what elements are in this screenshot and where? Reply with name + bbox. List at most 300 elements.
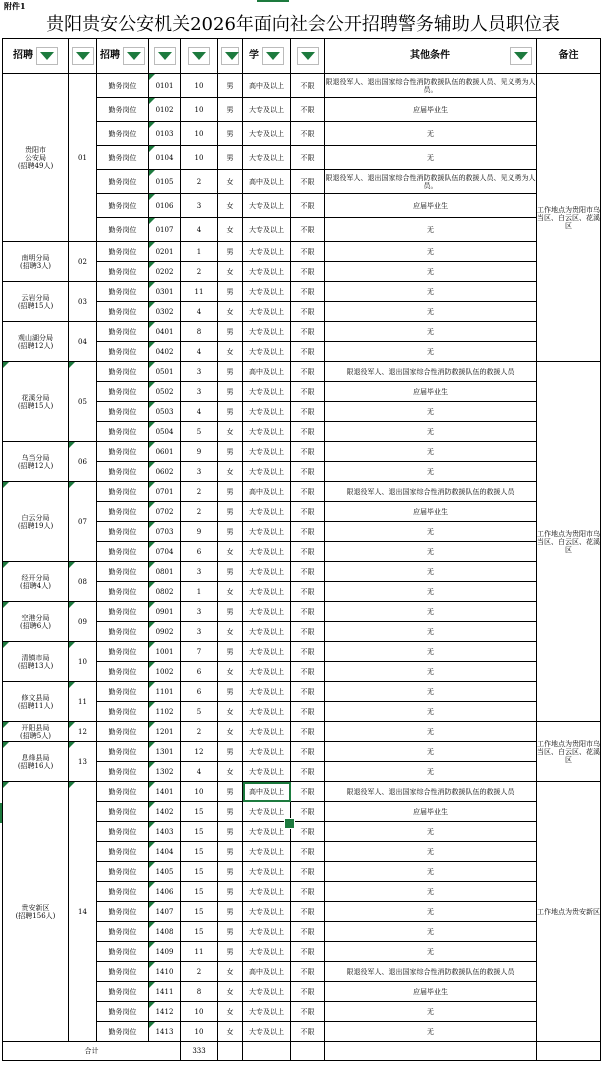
cell-condition[interactable]: 应届毕业生 <box>325 502 537 522</box>
cell-count[interactable]: 3 <box>181 362 218 382</box>
cell-education[interactable]: 大专及以上 <box>243 702 291 722</box>
cell-age[interactable]: 不限 <box>291 462 325 482</box>
cell-unit[interactable]: 白云分局 (招聘19人) <box>3 482 69 562</box>
cell-post[interactable]: 勤务岗位 <box>97 862 149 882</box>
cell-condition[interactable]: 无 <box>325 882 537 902</box>
cell-condition[interactable]: 无 <box>325 922 537 942</box>
cell-education[interactable]: 大专及以上 <box>243 218 291 242</box>
cell-count[interactable]: 3 <box>181 602 218 622</box>
cell-count[interactable]: 3 <box>181 562 218 582</box>
cell-gender[interactable]: 女 <box>218 582 243 602</box>
cell-age[interactable]: 不限 <box>291 962 325 982</box>
cell-post-code[interactable]: 0106 <box>149 194 181 218</box>
cell-count[interactable]: 2 <box>181 170 218 194</box>
cell-age[interactable]: 不限 <box>291 242 325 262</box>
cell-condition[interactable]: 无 <box>325 282 537 302</box>
cell-condition[interactable]: 无 <box>325 762 537 782</box>
cell-post-code[interactable]: 0602 <box>149 462 181 482</box>
cell-post-code[interactable]: 1002 <box>149 662 181 682</box>
cell-condition[interactable]: 限退役军人、退出国家综合性消防救援队伍的救援人员 <box>325 782 537 802</box>
cell-education[interactable]: 大专及以上 <box>243 262 291 282</box>
cell-post-code[interactable]: 0107 <box>149 218 181 242</box>
cell-unit-code[interactable]: 04 <box>69 322 97 362</box>
cell-education[interactable]: 大专及以上 <box>243 602 291 622</box>
cell-education[interactable]: 大专及以上 <box>243 902 291 922</box>
cell-education[interactable]: 大专及以上 <box>243 1002 291 1022</box>
cell-condition[interactable]: 无 <box>325 622 537 642</box>
cell-count[interactable]: 8 <box>181 982 218 1002</box>
cell-gender[interactable]: 女 <box>218 342 243 362</box>
fill-handle[interactable] <box>284 818 295 829</box>
cell-condition[interactable]: 无 <box>325 146 537 170</box>
cell-condition[interactable]: 无 <box>325 942 537 962</box>
cell-post[interactable]: 勤务岗位 <box>97 922 149 942</box>
cell-gender[interactable]: 男 <box>218 282 243 302</box>
cell-age[interactable]: 不限 <box>291 802 325 822</box>
cell-education[interactable]: 大专及以上 <box>243 1022 291 1042</box>
cell-age[interactable]: 不限 <box>291 942 325 962</box>
cell-education[interactable]: 大专及以上 <box>243 622 291 642</box>
cell-condition[interactable]: 应届毕业生 <box>325 802 537 822</box>
cell-age[interactable]: 不限 <box>291 702 325 722</box>
cell-education[interactable]: 大专及以上 <box>243 982 291 1002</box>
cell-count[interactable]: 6 <box>181 662 218 682</box>
cell-age[interactable]: 不限 <box>291 302 325 322</box>
cell-education[interactable]: 大专及以上 <box>243 382 291 402</box>
cell-post-code[interactable]: 1102 <box>149 702 181 722</box>
cell-post[interactable]: 勤务岗位 <box>97 802 149 822</box>
cell-count[interactable]: 10 <box>181 122 218 146</box>
cell-unit[interactable]: 观山湖分局 (招聘12人) <box>3 322 69 362</box>
cell-post-code[interactable]: 0105 <box>149 170 181 194</box>
cell-post[interactable]: 勤务岗位 <box>97 262 149 282</box>
cell-age[interactable]: 不限 <box>291 322 325 342</box>
filter-dropdown-icon[interactable] <box>262 47 284 65</box>
cell-gender[interactable]: 男 <box>218 242 243 262</box>
cell-unit-code[interactable]: 05 <box>69 362 97 442</box>
cell-education[interactable]: 大专及以上 <box>243 98 291 122</box>
cell-count[interactable]: 15 <box>181 822 218 842</box>
cell-gender[interactable]: 男 <box>218 862 243 882</box>
cell-count[interactable]: 3 <box>181 382 218 402</box>
cell-post-code[interactable]: 1409 <box>149 942 181 962</box>
cell-post[interactable]: 勤务岗位 <box>97 98 149 122</box>
cell-post-code[interactable]: 0802 <box>149 582 181 602</box>
cell-count[interactable]: 15 <box>181 922 218 942</box>
cell-post-code[interactable]: 1402 <box>149 802 181 822</box>
cell-gender[interactable]: 男 <box>218 882 243 902</box>
cell-post-code[interactable]: 1403 <box>149 822 181 842</box>
cell-count[interactable]: 2 <box>181 722 218 742</box>
cell-count[interactable]: 6 <box>181 682 218 702</box>
cell-age[interactable]: 不限 <box>291 622 325 642</box>
cell-post[interactable]: 勤务岗位 <box>97 282 149 302</box>
cell-education[interactable]: 高中及以上 <box>243 782 291 802</box>
cell-post[interactable]: 勤务岗位 <box>97 194 149 218</box>
cell-condition[interactable]: 应届毕业生 <box>325 382 537 402</box>
cell-count[interactable]: 3 <box>181 622 218 642</box>
cell-gender[interactable]: 男 <box>218 362 243 382</box>
cell-post-code[interactable]: 1401 <box>149 782 181 802</box>
cell-post[interactable]: 勤务岗位 <box>97 362 149 382</box>
cell-count[interactable]: 1 <box>181 582 218 602</box>
cell-count[interactable]: 3 <box>181 194 218 218</box>
cell-education[interactable]: 大专及以上 <box>243 342 291 362</box>
cell-gender[interactable]: 男 <box>218 482 243 502</box>
cell-age[interactable]: 不限 <box>291 442 325 462</box>
cell-count[interactable]: 15 <box>181 842 218 862</box>
cell-education[interactable]: 大专及以上 <box>243 282 291 302</box>
cell-unit[interactable]: 云岩分局 (招聘15人) <box>3 282 69 322</box>
cell-condition[interactable]: 限退役军人、退出国家综合性消防救援队伍的救援人员、见义勇为人员。 <box>325 170 537 194</box>
cell-unit[interactable]: 修文县局 (招聘11人) <box>3 682 69 722</box>
cell-condition[interactable]: 无 <box>325 402 537 422</box>
cell-education[interactable]: 大专及以上 <box>243 662 291 682</box>
cell-unit-code[interactable]: 02 <box>69 242 97 282</box>
cell-age[interactable]: 不限 <box>291 218 325 242</box>
cell-age[interactable]: 不限 <box>291 1022 325 1042</box>
cell-post-code[interactable]: 0503 <box>149 402 181 422</box>
cell-age[interactable]: 不限 <box>291 662 325 682</box>
cell-gender[interactable]: 男 <box>218 402 243 422</box>
cell-gender[interactable]: 女 <box>218 662 243 682</box>
cell-post-code[interactable]: 0302 <box>149 302 181 322</box>
cell-post[interactable]: 勤务岗位 <box>97 962 149 982</box>
cell-condition[interactable]: 无 <box>325 722 537 742</box>
cell-unit[interactable]: 贵安新区 (招聘156人) <box>3 782 69 1042</box>
cell-age[interactable]: 不限 <box>291 522 325 542</box>
cell-age[interactable]: 不限 <box>291 482 325 502</box>
cell-count[interactable]: 15 <box>181 902 218 922</box>
cell-condition[interactable]: 无 <box>325 662 537 682</box>
cell-unit-code[interactable]: 08 <box>69 562 97 602</box>
cell-age[interactable]: 不限 <box>291 1002 325 1022</box>
cell-post[interactable]: 勤务岗位 <box>97 602 149 622</box>
cell-gender[interactable]: 女 <box>218 622 243 642</box>
cell-education[interactable]: 大专及以上 <box>243 542 291 562</box>
cell-post[interactable]: 勤务岗位 <box>97 302 149 322</box>
cell-age[interactable]: 不限 <box>291 842 325 862</box>
cell-condition[interactable]: 应届毕业生 <box>325 98 537 122</box>
cell-gender[interactable]: 女 <box>218 1022 243 1042</box>
cell-unit-code[interactable]: 06 <box>69 442 97 482</box>
cell-age[interactable]: 不限 <box>291 146 325 170</box>
cell-gender[interactable]: 男 <box>218 562 243 582</box>
cell-gender[interactable]: 女 <box>218 462 243 482</box>
cell-gender[interactable]: 男 <box>218 74 243 98</box>
cell-gender[interactable]: 男 <box>218 322 243 342</box>
cell-gender[interactable]: 男 <box>218 382 243 402</box>
cell-age[interactable]: 不限 <box>291 362 325 382</box>
cell-count[interactable]: 2 <box>181 482 218 502</box>
cell-education[interactable]: 大专及以上 <box>243 682 291 702</box>
cell-gender[interactable]: 男 <box>218 842 243 862</box>
cell-gender[interactable]: 男 <box>218 802 243 822</box>
cell-age[interactable]: 不限 <box>291 98 325 122</box>
cell-count[interactable]: 10 <box>181 1022 218 1042</box>
cell-condition[interactable]: 无 <box>325 322 537 342</box>
cell-post-code[interactable]: 0701 <box>149 482 181 502</box>
cell-post[interactable]: 勤务岗位 <box>97 982 149 1002</box>
cell-post-code[interactable]: 1411 <box>149 982 181 1002</box>
cell-count[interactable]: 2 <box>181 262 218 282</box>
cell-age[interactable]: 不限 <box>291 422 325 442</box>
cell-post-code[interactable]: 0504 <box>149 422 181 442</box>
cell-note[interactable]: 工作地点为贵安新区 <box>537 782 601 1042</box>
cell-post[interactable]: 勤务岗位 <box>97 422 149 442</box>
cell-education[interactable]: 大专及以上 <box>243 322 291 342</box>
cell-note[interactable]: 工作地点为贵阳市乌当区、白云区、花溪区 <box>537 722 601 782</box>
cell-count[interactable]: 6 <box>181 542 218 562</box>
cell-unit[interactable]: 贵阳市 公安局 (招聘49人) <box>3 74 69 242</box>
cell-gender[interactable]: 男 <box>218 742 243 762</box>
cell-post-code[interactable]: 0201 <box>149 242 181 262</box>
cell-post[interactable]: 勤务岗位 <box>97 542 149 562</box>
cell-post[interactable]: 勤务岗位 <box>97 582 149 602</box>
cell-count[interactable]: 9 <box>181 442 218 462</box>
cell-age[interactable]: 不限 <box>291 862 325 882</box>
cell-education[interactable]: 高中及以上 <box>243 74 291 98</box>
cell-gender[interactable]: 女 <box>218 1002 243 1022</box>
cell-condition[interactable]: 无 <box>325 562 537 582</box>
cell-education[interactable]: 大专及以上 <box>243 122 291 146</box>
cell-gender[interactable]: 女 <box>218 722 243 742</box>
cell-condition[interactable]: 限退役军人、退出国家综合性消防救援队伍的救援人员 <box>325 482 537 502</box>
cell-post[interactable]: 勤务岗位 <box>97 822 149 842</box>
cell-post[interactable]: 勤务岗位 <box>97 382 149 402</box>
cell-gender[interactable]: 男 <box>218 682 243 702</box>
cell-condition[interactable]: 无 <box>325 302 537 322</box>
cell-condition[interactable]: 无 <box>325 442 537 462</box>
cell-age[interactable]: 不限 <box>291 74 325 98</box>
cell-education[interactable]: 大专及以上 <box>243 522 291 542</box>
cell-post[interactable]: 勤务岗位 <box>97 782 149 802</box>
cell-education[interactable]: 大专及以上 <box>243 146 291 170</box>
cell-unit-code[interactable]: 12 <box>69 722 97 742</box>
cell-count[interactable]: 5 <box>181 422 218 442</box>
cell-condition[interactable]: 无 <box>325 342 537 362</box>
cell-unit-code[interactable]: 13 <box>69 742 97 782</box>
cell-gender[interactable]: 女 <box>218 962 243 982</box>
cell-post-code[interactable]: 1408 <box>149 922 181 942</box>
cell-post[interactable]: 勤务岗位 <box>97 442 149 462</box>
cell-count[interactable]: 15 <box>181 882 218 902</box>
cell-gender[interactable]: 男 <box>218 442 243 462</box>
cell-count[interactable]: 8 <box>181 322 218 342</box>
cell-education[interactable]: 大专及以上 <box>243 802 291 822</box>
cell-gender[interactable]: 女 <box>218 762 243 782</box>
cell-post-code[interactable]: 0901 <box>149 602 181 622</box>
cell-gender[interactable]: 男 <box>218 98 243 122</box>
filter-dropdown-icon[interactable] <box>154 47 176 65</box>
cell-condition[interactable]: 无 <box>325 122 537 146</box>
cell-age[interactable]: 不限 <box>291 822 325 842</box>
cell-age[interactable]: 不限 <box>291 902 325 922</box>
cell-education[interactable]: 大专及以上 <box>243 822 291 842</box>
cell-gender[interactable]: 女 <box>218 702 243 722</box>
cell-education[interactable]: 大专及以上 <box>243 862 291 882</box>
cell-age[interactable]: 不限 <box>291 382 325 402</box>
cell-post-code[interactable]: 0902 <box>149 622 181 642</box>
cell-count[interactable]: 7 <box>181 642 218 662</box>
cell-condition[interactable]: 限退役军人、退出国家综合性消防救援队伍的救援人员 <box>325 962 537 982</box>
cell-post-code[interactable]: 1405 <box>149 862 181 882</box>
cell-gender[interactable]: 女 <box>218 262 243 282</box>
cell-age[interactable]: 不限 <box>291 762 325 782</box>
cell-post[interactable]: 勤务岗位 <box>97 170 149 194</box>
cell-age[interactable]: 不限 <box>291 882 325 902</box>
cell-age[interactable]: 不限 <box>291 742 325 762</box>
cell-post[interactable]: 勤务岗位 <box>97 722 149 742</box>
cell-count[interactable]: 10 <box>181 98 218 122</box>
cell-post-code[interactable]: 1301 <box>149 742 181 762</box>
filter-dropdown-icon[interactable] <box>123 47 145 65</box>
cell-condition[interactable]: 无 <box>325 218 537 242</box>
cell-education[interactable]: 大专及以上 <box>243 302 291 322</box>
cell-post[interactable]: 勤务岗位 <box>97 942 149 962</box>
cell-gender[interactable]: 男 <box>218 642 243 662</box>
cell-post[interactable]: 勤务岗位 <box>97 902 149 922</box>
cell-age[interactable]: 不限 <box>291 782 325 802</box>
filter-dropdown-icon[interactable] <box>221 47 239 65</box>
cell-age[interactable]: 不限 <box>291 922 325 942</box>
cell-education[interactable]: 高中及以上 <box>243 962 291 982</box>
cell-gender[interactable]: 男 <box>218 502 243 522</box>
cell-post-code[interactable]: 0301 <box>149 282 181 302</box>
cell-education[interactable]: 大专及以上 <box>243 194 291 218</box>
cell-condition[interactable]: 无 <box>325 422 537 442</box>
cell-post[interactable]: 勤务岗位 <box>97 522 149 542</box>
cell-post[interactable]: 勤务岗位 <box>97 482 149 502</box>
cell-condition[interactable]: 应届毕业生 <box>325 982 537 1002</box>
cell-age[interactable]: 不限 <box>291 562 325 582</box>
cell-condition[interactable]: 无 <box>325 702 537 722</box>
cell-post[interactable]: 勤务岗位 <box>97 762 149 782</box>
cell-post[interactable]: 勤务岗位 <box>97 662 149 682</box>
cell-condition[interactable]: 无 <box>325 642 537 662</box>
cell-post-code[interactable]: 0402 <box>149 342 181 362</box>
cell-age[interactable]: 不限 <box>291 342 325 362</box>
cell-count[interactable]: 12 <box>181 742 218 762</box>
cell-count[interactable]: 4 <box>181 762 218 782</box>
cell-education[interactable]: 高中及以上 <box>243 482 291 502</box>
cell-unit[interactable]: 清镇市局 (招聘13人) <box>3 642 69 682</box>
cell-age[interactable]: 不限 <box>291 262 325 282</box>
cell-education[interactable]: 大专及以上 <box>243 402 291 422</box>
cell-education[interactable]: 大专及以上 <box>243 942 291 962</box>
cell-post[interactable]: 勤务岗位 <box>97 218 149 242</box>
cell-unit-code[interactable]: 07 <box>69 482 97 562</box>
cell-post-code[interactable]: 0401 <box>149 322 181 342</box>
cell-age[interactable]: 不限 <box>291 642 325 662</box>
cell-unit[interactable]: 乌当分局 (招聘12人) <box>3 442 69 482</box>
cell-condition[interactable]: 无 <box>325 602 537 622</box>
cell-note[interactable]: 工作地点为贵阳市乌当区、白云区、花溪区 <box>537 74 601 362</box>
cell-age[interactable]: 不限 <box>291 602 325 622</box>
cell-education[interactable]: 大专及以上 <box>243 502 291 522</box>
cell-post-code[interactable]: 0101 <box>149 74 181 98</box>
cell-count[interactable]: 3 <box>181 462 218 482</box>
cell-count[interactable]: 10 <box>181 74 218 98</box>
cell-age[interactable]: 不限 <box>291 682 325 702</box>
cell-condition[interactable]: 无 <box>325 742 537 762</box>
cell-education[interactable]: 大专及以上 <box>243 422 291 442</box>
cell-unit-code[interactable]: 14 <box>69 782 97 1042</box>
cell-count[interactable]: 4 <box>181 302 218 322</box>
cell-post-code[interactable]: 0601 <box>149 442 181 462</box>
cell-post[interactable]: 勤务岗位 <box>97 502 149 522</box>
cell-age[interactable]: 不限 <box>291 122 325 146</box>
cell-unit-code[interactable]: 09 <box>69 602 97 642</box>
cell-education[interactable]: 大专及以上 <box>243 762 291 782</box>
cell-education[interactable]: 大专及以上 <box>243 882 291 902</box>
cell-education[interactable]: 大专及以上 <box>243 842 291 862</box>
cell-post-code[interactable]: 0501 <box>149 362 181 382</box>
cell-post-code[interactable]: 0704 <box>149 542 181 562</box>
cell-count[interactable]: 15 <box>181 862 218 882</box>
cell-education[interactable]: 大专及以上 <box>243 242 291 262</box>
filter-dropdown-icon[interactable] <box>188 47 210 65</box>
cell-post-code[interactable]: 1410 <box>149 962 181 982</box>
cell-post-code[interactable]: 1302 <box>149 762 181 782</box>
cell-gender[interactable]: 女 <box>218 302 243 322</box>
cell-post[interactable]: 勤务岗位 <box>97 1022 149 1042</box>
cell-unit[interactable]: 南明分局 (招聘3人) <box>3 242 69 282</box>
cell-condition[interactable]: 无 <box>325 542 537 562</box>
cell-post-code[interactable]: 1413 <box>149 1022 181 1042</box>
cell-condition[interactable]: 无 <box>325 1022 537 1042</box>
cell-post-code[interactable]: 0502 <box>149 382 181 402</box>
cell-count[interactable]: 10 <box>181 1002 218 1022</box>
cell-condition[interactable]: 无 <box>325 582 537 602</box>
cell-gender[interactable]: 男 <box>218 122 243 146</box>
cell-unit[interactable]: 空港分局 (招聘6人) <box>3 602 69 642</box>
cell-post-code[interactable]: 0103 <box>149 122 181 146</box>
cell-education[interactable]: 高中及以上 <box>243 362 291 382</box>
cell-count[interactable]: 5 <box>181 702 218 722</box>
cell-education[interactable]: 大专及以上 <box>243 642 291 662</box>
cell-post-code[interactable]: 0202 <box>149 262 181 282</box>
cell-count[interactable]: 4 <box>181 342 218 362</box>
cell-post[interactable]: 勤务岗位 <box>97 702 149 722</box>
cell-condition[interactable]: 限退役军人、退出国家综合性消防救援队伍的救援人员 <box>325 362 537 382</box>
cell-unit-code[interactable]: 11 <box>69 682 97 722</box>
cell-gender[interactable]: 女 <box>218 170 243 194</box>
cell-age[interactable]: 不限 <box>291 170 325 194</box>
cell-gender[interactable]: 男 <box>218 782 243 802</box>
cell-count[interactable]: 1 <box>181 242 218 262</box>
cell-post[interactable]: 勤务岗位 <box>97 742 149 762</box>
cell-condition[interactable]: 无 <box>325 462 537 482</box>
cell-age[interactable]: 不限 <box>291 282 325 302</box>
cell-unit-code[interactable]: 10 <box>69 642 97 682</box>
cell-post-code[interactable]: 1412 <box>149 1002 181 1022</box>
cell-post-code[interactable]: 0102 <box>149 98 181 122</box>
cell-gender[interactable]: 男 <box>218 922 243 942</box>
cell-age[interactable]: 不限 <box>291 194 325 218</box>
cell-post-code[interactable]: 0801 <box>149 562 181 582</box>
filter-dropdown-icon[interactable] <box>36 47 58 65</box>
cell-gender[interactable]: 女 <box>218 194 243 218</box>
cell-unit-code[interactable]: 03 <box>69 282 97 322</box>
cell-count[interactable]: 2 <box>181 502 218 522</box>
cell-count[interactable]: 4 <box>181 218 218 242</box>
cell-unit[interactable]: 息烽县局 (招聘16人) <box>3 742 69 782</box>
cell-unit[interactable]: 开阳县局 (招聘5人) <box>3 722 69 742</box>
cell-post[interactable]: 勤务岗位 <box>97 402 149 422</box>
cell-note[interactable]: 工作地点为贵阳市乌当区、白云区、花溪区 <box>537 362 601 722</box>
cell-post[interactable]: 勤务岗位 <box>97 242 149 262</box>
